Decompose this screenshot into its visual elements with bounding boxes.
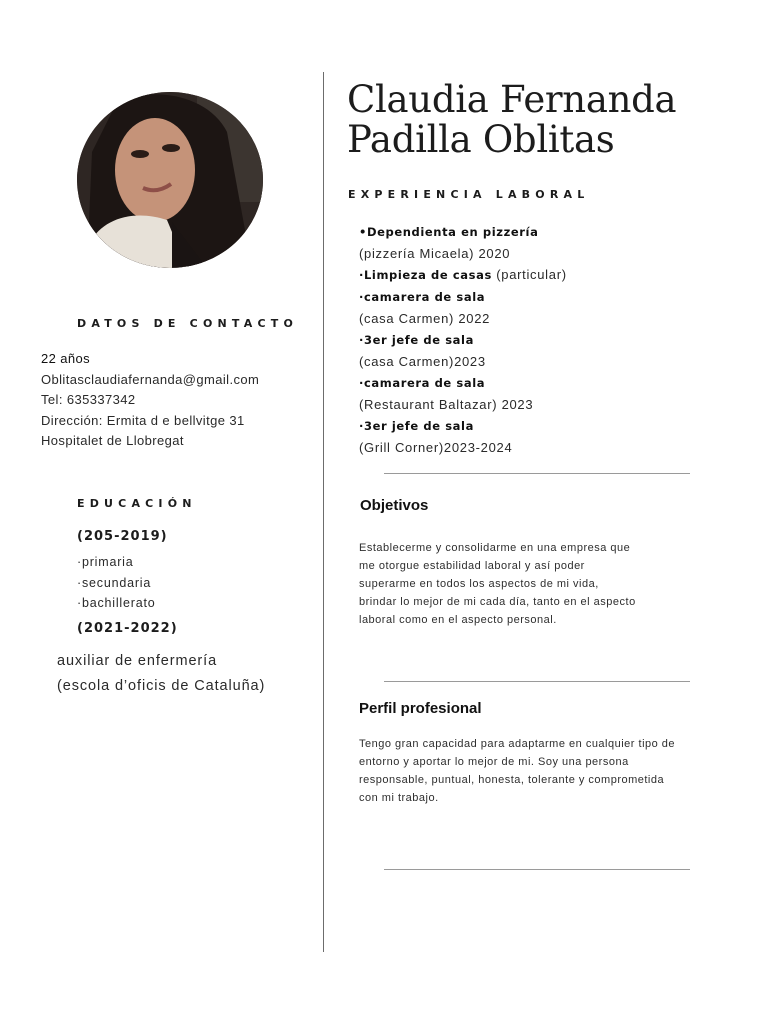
objectives-line: me otorgue estabilidad laboral y así poder [359,560,585,572]
education-section-title: EDUCACIÓN [77,497,197,510]
experience-role [359,286,567,308]
name-line-1: Claudia Fernanda [347,78,677,121]
objectives-line: Establecerme y consolidarme en una empresa que [359,542,631,554]
experience-role [359,329,567,351]
profile-line: con mi trabajo. [359,792,439,804]
experience-role [359,221,567,243]
profile-line: responsable, puntual, honesta, tolerante y comprometida [359,774,665,786]
experience-role [359,264,567,286]
experience-section-title: EXPERIENCIA LABORAL [348,188,590,201]
role-title: ·3er jefe de sala [359,333,474,347]
contact-city: Hospitalet de Llobregat [41,433,184,448]
profile-line: entorno y aportar lo mejor de mi. Soy una persona [359,756,629,768]
divider [384,869,690,870]
experience-detail: (Grill Corner)2023-2024 [359,440,513,455]
contact-section-title: DATOS DE CONTACTO [77,317,298,330]
experience-detail: (pizzería Micaela) 2020 [359,246,511,261]
role-title: •Dependienta en pizzería [359,225,539,239]
contact-details [41,349,259,452]
divider [384,473,690,474]
role-suffix: (particular) [491,267,567,282]
education-course [57,649,265,699]
column-divider [323,72,324,952]
objectives-line: laboral como en el aspecto personal. [359,614,557,626]
profile-line: Tengo gran capacidad para adaptarme en cualquier tipo de [359,738,676,750]
education-item: ·primaria [77,555,134,569]
candidate-name [347,80,747,160]
objectives-text [359,539,729,629]
contact-age: 22 años [41,351,91,366]
course-name: auxiliar de enfermería [57,653,218,669]
education-list [77,552,156,614]
role-title: ·camarera de sala [359,290,486,304]
education-range-1: (205-2019) [77,529,168,544]
role-title: ·Limpieza de casas [359,268,492,282]
objectives-line: superarme en todos los aspectos de mi vida, [359,578,599,590]
course-school: (escola d’oficis de Cataluña) [57,678,266,694]
experience-list [359,221,567,458]
divider [384,681,690,682]
contact-address: Dirección: Ermita d e bellvitge 31 [41,412,245,428]
contact-email[interactable]: Oblitasclaudiafernanda@gmail.com [41,371,260,387]
experience-role [359,415,567,437]
objectives-line: brindar lo mejor de mi cada día, tanto en el aspecto [359,596,636,608]
role-title: ·camarera de sala [359,376,486,390]
profile-text [359,735,729,807]
experience-detail: (Restaurant Baltazar) 2023 [359,397,534,412]
experience-role [359,372,567,394]
education-range-2: (2021-2022) [77,621,178,636]
role-title: ·3er jefe de sala [359,419,474,433]
education-item: ·bachillerato [77,596,156,610]
contact-phone[interactable]: Tel: 635337342 [41,392,136,407]
experience-detail: (casa Carmen)2023 [359,354,486,369]
profile-photo [77,92,263,268]
education-item: ·secundaria [77,575,152,590]
experience-detail: (casa Carmen) 2022 [359,311,491,326]
name-line-2: Padilla Oblitas [347,118,615,161]
objectives-title: Objetivos [360,497,429,514]
profile-title: Perfil profesional [359,700,482,717]
